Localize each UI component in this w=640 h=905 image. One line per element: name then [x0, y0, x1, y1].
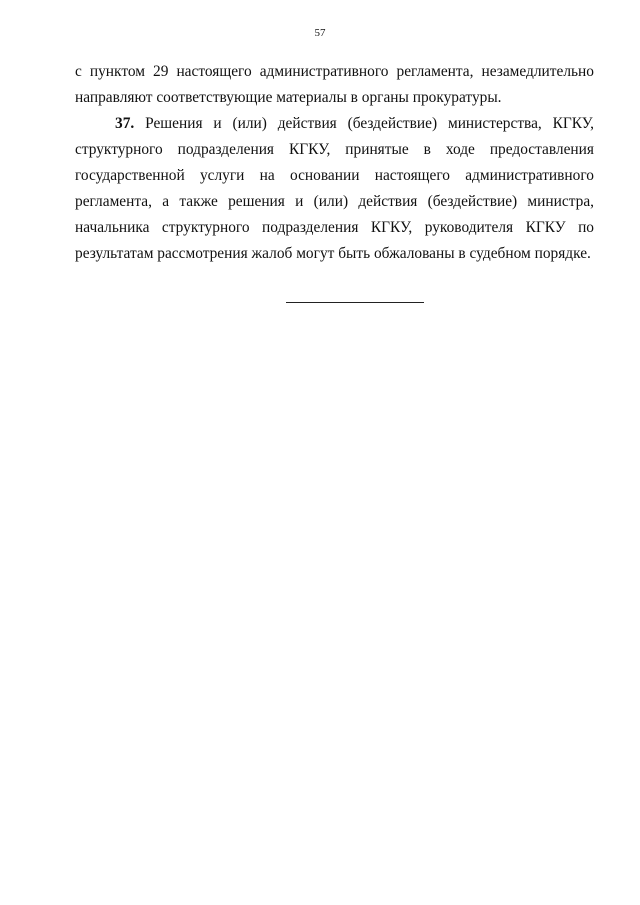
paragraph-continuation: с пунктом 29 настоящего административного регламента, незамедлительно направляют соответствующие материалы в органы прокуратуры.	[75, 63, 594, 106]
clause-text: Решения и (или) действия (бездействие) министерства, КГКУ, структурного подразделения КГКУ, принятые в ходе предоставления государственной услуги на основании настоящего административного регламента, а также решения и (или) действия (бездействие) министра, начальника структурного подразделения КГКУ, руководителя КГКУ по результатам рассмотрения жалоб могут быть обжалованы в судебном порядке.	[75, 115, 594, 262]
page-number: 57	[314, 27, 326, 39]
paragraph-clause-37	[75, 111, 594, 267]
end-of-document-rule	[286, 302, 424, 303]
clause-number: 37.	[115, 115, 135, 132]
document-body	[75, 59, 594, 267]
